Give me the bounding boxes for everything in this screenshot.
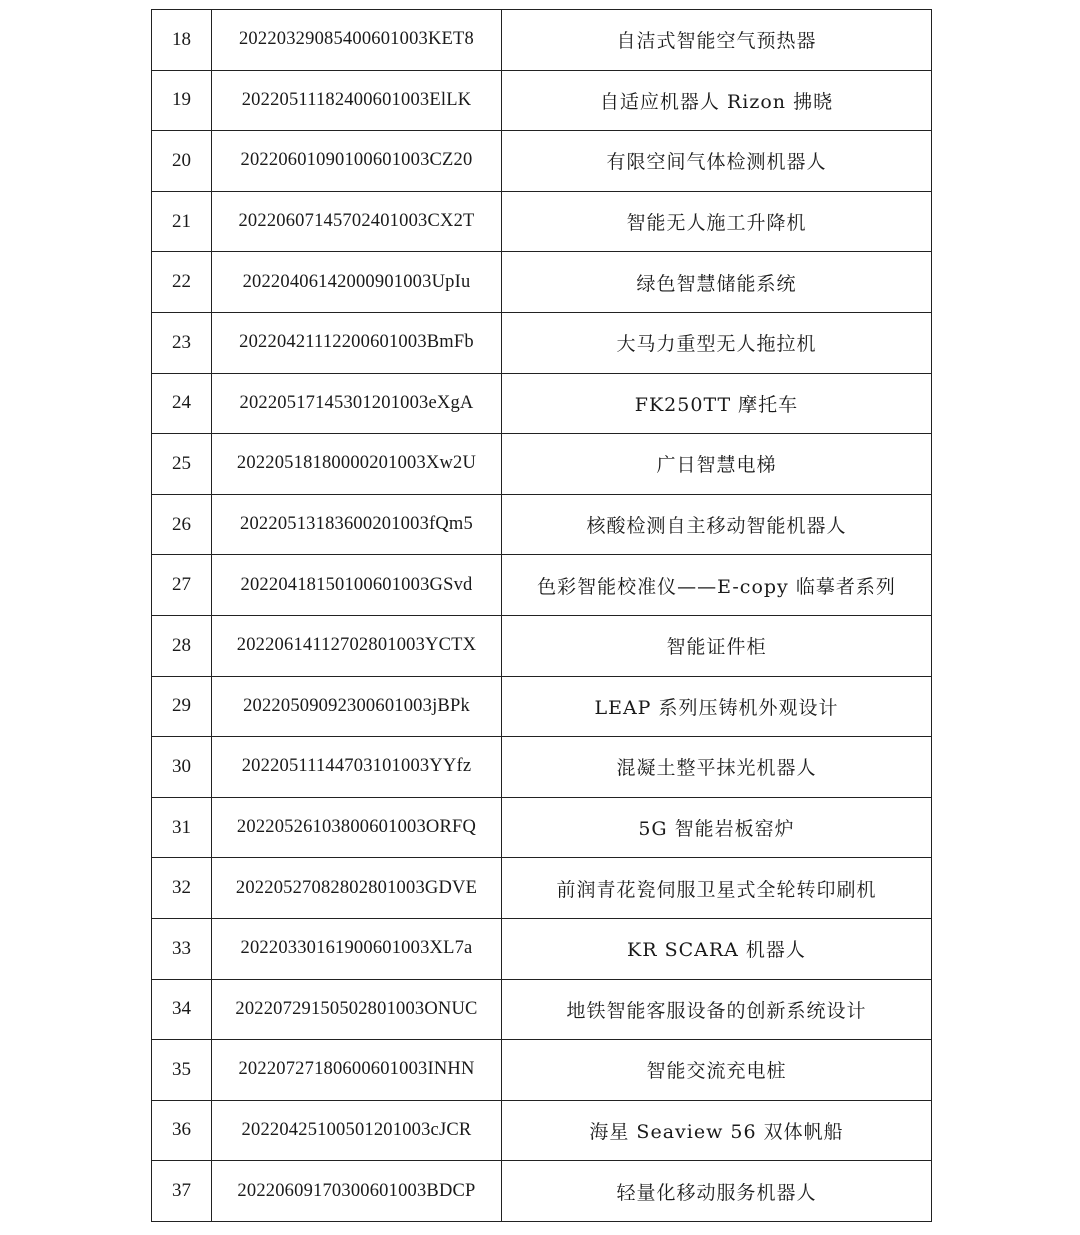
row-product-name: 地铁智能客服设备的创新系统设计	[502, 979, 932, 1040]
row-number: 20	[152, 131, 212, 192]
row-product-name: 核酸检测自主移动智能机器人	[502, 494, 932, 555]
row-number: 18	[152, 10, 212, 71]
table-row	[152, 555, 932, 616]
table-row	[152, 1040, 932, 1101]
row-code: 20220421112200601003BmFb	[212, 312, 502, 373]
table-row	[152, 1161, 932, 1222]
row-code: 20220406142000901003UpIu	[212, 252, 502, 313]
table-row	[152, 252, 932, 313]
row-code: 20220609170300601003BDCP	[212, 1161, 502, 1222]
row-code: 20220329085400601003KET8	[212, 10, 502, 71]
row-product-name: 有限空间气体检测机器人	[502, 131, 932, 192]
row-code: 20220729150502801003ONUC	[212, 979, 502, 1040]
product-table-body	[152, 10, 932, 1222]
row-product-name: 海星 Seaview 56 双体帆船	[502, 1100, 932, 1161]
row-product-name: 自洁式智能空气预热器	[502, 10, 932, 71]
row-product-name: 5G 智能岩板窑炉	[502, 797, 932, 858]
table-row	[152, 191, 932, 252]
row-code: 20220614112702801003YCTX	[212, 615, 502, 676]
table-row	[152, 494, 932, 555]
table-row	[152, 312, 932, 373]
product-table-container	[151, 9, 931, 1222]
row-product-name: 智能交流充电桩	[502, 1040, 932, 1101]
table-row	[152, 797, 932, 858]
row-product-name: KR SCARA 机器人	[502, 918, 932, 979]
row-code: 20220425100501201003cJCR	[212, 1100, 502, 1161]
row-code: 20220511144703101003YYfz	[212, 737, 502, 798]
row-code: 20220601090100601003CZ20	[212, 131, 502, 192]
row-code: 20220526103800601003ORFQ	[212, 797, 502, 858]
table-row	[152, 131, 932, 192]
row-number: 26	[152, 494, 212, 555]
row-product-name: LEAP 系列压铸机外观设计	[502, 676, 932, 737]
row-code: 20220513183600201003fQm5	[212, 494, 502, 555]
row-product-name: 轻量化移动服务机器人	[502, 1161, 932, 1222]
row-code: 20220527082802801003GDVE	[212, 858, 502, 919]
row-product-name: FK250TT 摩托车	[502, 373, 932, 434]
table-row	[152, 858, 932, 919]
row-number: 33	[152, 918, 212, 979]
row-code: 20220727180600601003INHN	[212, 1040, 502, 1101]
row-code: 20220511182400601003ElLK	[212, 70, 502, 131]
row-number: 35	[152, 1040, 212, 1101]
row-product-name: 大马力重型无人拖拉机	[502, 312, 932, 373]
product-table	[151, 9, 932, 1222]
row-number: 31	[152, 797, 212, 858]
table-row	[152, 918, 932, 979]
row-number: 23	[152, 312, 212, 373]
table-row	[152, 10, 932, 71]
row-product-name: 混凝土整平抹光机器人	[502, 737, 932, 798]
row-code: 20220518180000201003Xw2U	[212, 434, 502, 495]
row-number: 37	[152, 1161, 212, 1222]
table-row	[152, 70, 932, 131]
row-number: 36	[152, 1100, 212, 1161]
table-row	[152, 737, 932, 798]
row-product-name: 前润青花瓷伺服卫星式全轮转印刷机	[502, 858, 932, 919]
table-row	[152, 1100, 932, 1161]
row-code: 20220517145301201003eXgA	[212, 373, 502, 434]
table-row	[152, 615, 932, 676]
row-product-name: 自适应机器人 Rizon 拂晓	[502, 70, 932, 131]
row-number: 21	[152, 191, 212, 252]
row-number: 24	[152, 373, 212, 434]
row-number: 32	[152, 858, 212, 919]
table-row	[152, 979, 932, 1040]
row-code: 20220330161900601003XL7a	[212, 918, 502, 979]
row-number: 25	[152, 434, 212, 495]
row-number: 29	[152, 676, 212, 737]
table-row	[152, 373, 932, 434]
row-number: 30	[152, 737, 212, 798]
row-product-name: 智能证件柜	[502, 615, 932, 676]
table-row	[152, 434, 932, 495]
row-product-name: 绿色智慧储能系统	[502, 252, 932, 313]
row-product-name: 智能无人施工升降机	[502, 191, 932, 252]
row-product-name: 色彩智能校准仪——E-copy 临摹者系列	[502, 555, 932, 616]
row-code: 20220509092300601003jBPk	[212, 676, 502, 737]
row-number: 19	[152, 70, 212, 131]
row-number: 28	[152, 615, 212, 676]
table-row	[152, 676, 932, 737]
row-code: 20220607145702401003CX2T	[212, 191, 502, 252]
row-number: 22	[152, 252, 212, 313]
row-number: 27	[152, 555, 212, 616]
row-number: 34	[152, 979, 212, 1040]
row-code: 20220418150100601003GSvd	[212, 555, 502, 616]
row-product-name: 广日智慧电梯	[502, 434, 932, 495]
